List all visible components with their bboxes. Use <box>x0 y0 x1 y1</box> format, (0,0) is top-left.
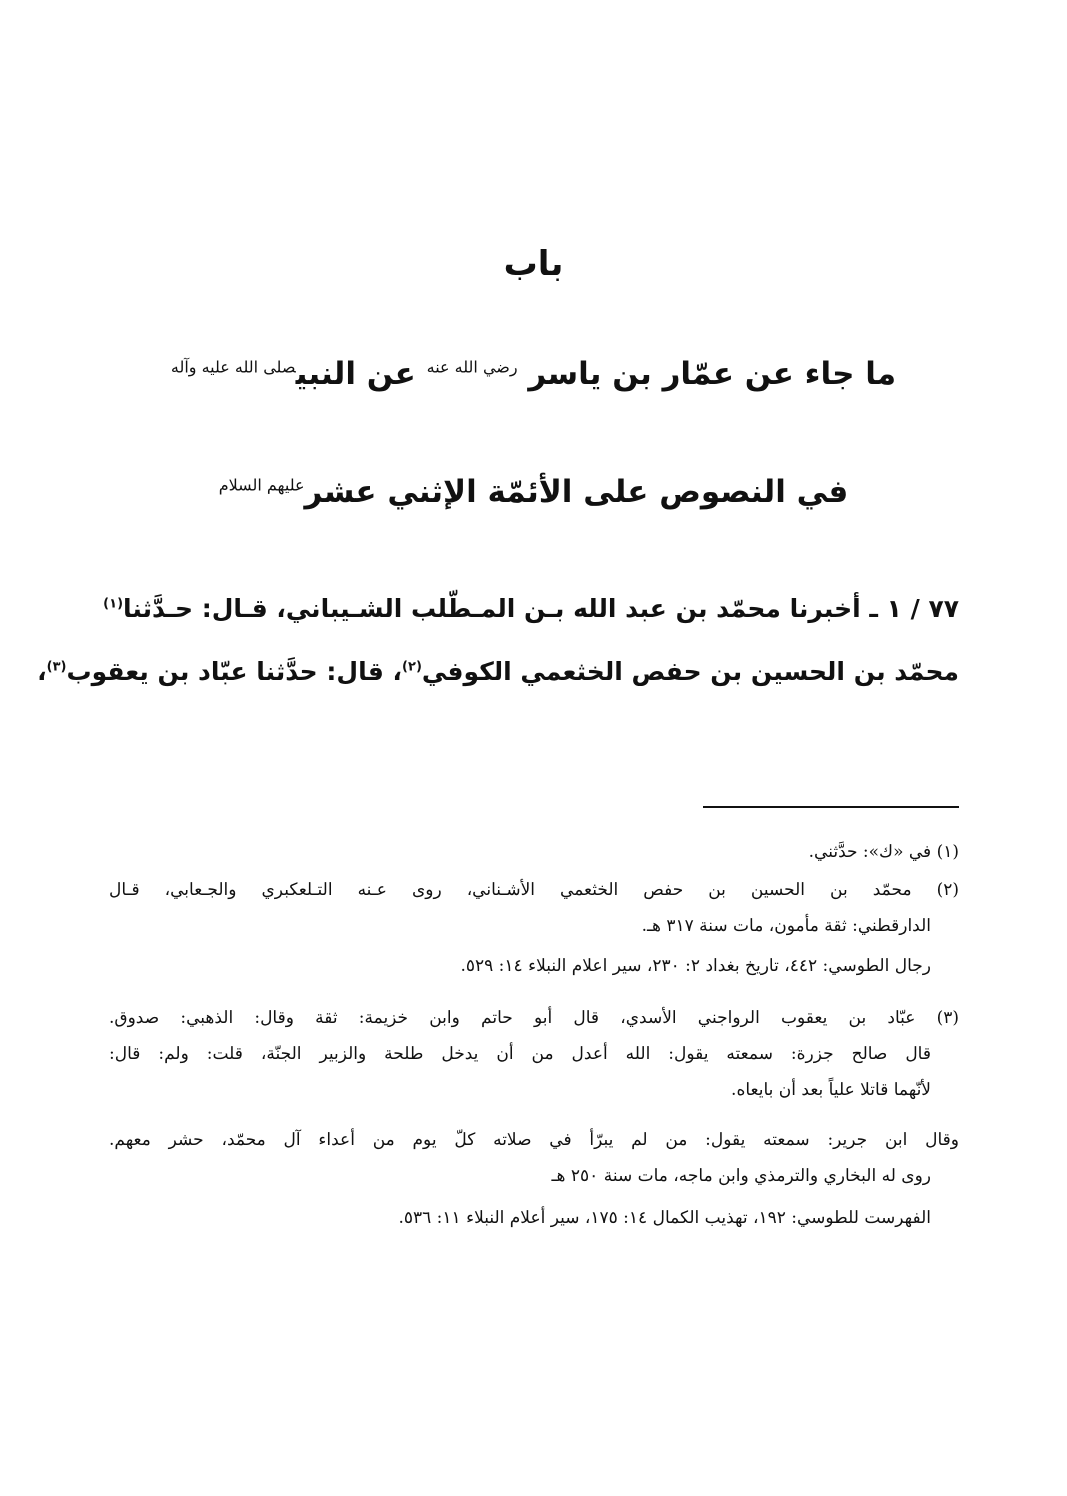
footnote-3-line-4: وقال ابن جرير: سمعته يقول: من لم يبرّأ في صلاته كلّ يوم من أعداء آل محمّد، حشر معهم. <box>109 1130 959 1150</box>
footnote-3-line-3: لأنّهما قاتلا علياً بعد أن بايعاه. <box>731 1080 931 1100</box>
title1-start: ما جاء عن عمّار بن ياسر <box>528 356 897 392</box>
footnote-ref-1: (١) <box>103 596 124 612</box>
footnote-3-line-5: روى له البخاري والترمذي وابن ماجه، مات سنة ٢٥٠ هـ <box>551 1166 931 1186</box>
hadith-line-2 <box>37 657 959 686</box>
honorific-companion: رضي الله عنه <box>426 357 518 377</box>
chapter-title-line2 <box>0 474 1067 510</box>
hadith-line2-end: ، <box>37 657 47 686</box>
hadith-line1-text: ٧٧ / ١ ـ أخبرنا محمّد بن عبد الله بـن المـطّلب الشـيباني، قـال: حـدَّثنا <box>123 594 959 623</box>
footnote-1: (١) في «ك»: حدَّثني. <box>808 842 959 862</box>
footnote-ref-2: (٢) <box>402 659 422 675</box>
footnote-2-line-3: رجال الطوسي: ٤٤٢، تاريخ بغداد ٢: ٢٣٠، سير اعلام النبلاء ١٤: ٥٢٩. <box>460 956 931 976</box>
footnote-3-line-2: قال صالح جزرة: سمعته يقول: الله أعدل من أن يدخل طلحة والزبير الجنّة، قلت: ولم: قال: <box>109 1044 931 1064</box>
honorific-imams: عليهم السلام <box>218 475 305 495</box>
footnote-3-line-1: (٣) عبّاد بن يعقوب الرواجني الأسدي، قال أبو حاتم وابن خزيمة: ثقة وقال: الذهبي: صدوق. <box>109 1008 959 1028</box>
chapter-label: باب <box>503 244 564 284</box>
footnote-2-line-2: الدارقطني: ثقة مأمون، مات سنة ٣١٧ هـ. <box>641 916 931 936</box>
footnote-ref-3: (٣) <box>46 659 67 675</box>
title2-text: في النصوص على الأئمّة الإثني عشر <box>304 474 849 510</box>
title1-mid: عن النبي <box>295 356 416 392</box>
chapter-title-line1 <box>0 356 1067 392</box>
footnote-separator <box>703 806 959 808</box>
honorific-prophet: صلى الله عليه وآله <box>170 357 296 377</box>
footnote-2-line-1: (٢) محمّد بن الحسين بن حفص الخثعمي الأشـناني، روى عـنه التـلعكبري والجـعابي، قـال <box>109 880 959 900</box>
hadith-line2-part1: محمّد بن الحسين بن حفص الخثعمي الكوفي <box>421 657 959 686</box>
hadith-line-1 <box>103 594 959 623</box>
hadith-line2-part2: ، قال: حدَّثنا عبّاد بن يعقوب <box>66 657 403 686</box>
footnote-3-line-6: الفهرست للطوسي: ١٩٢، تهذيب الكمال ١٤: ١٧٥، سير أعلام النبلاء ١١: ٥٣٦. <box>398 1208 931 1228</box>
